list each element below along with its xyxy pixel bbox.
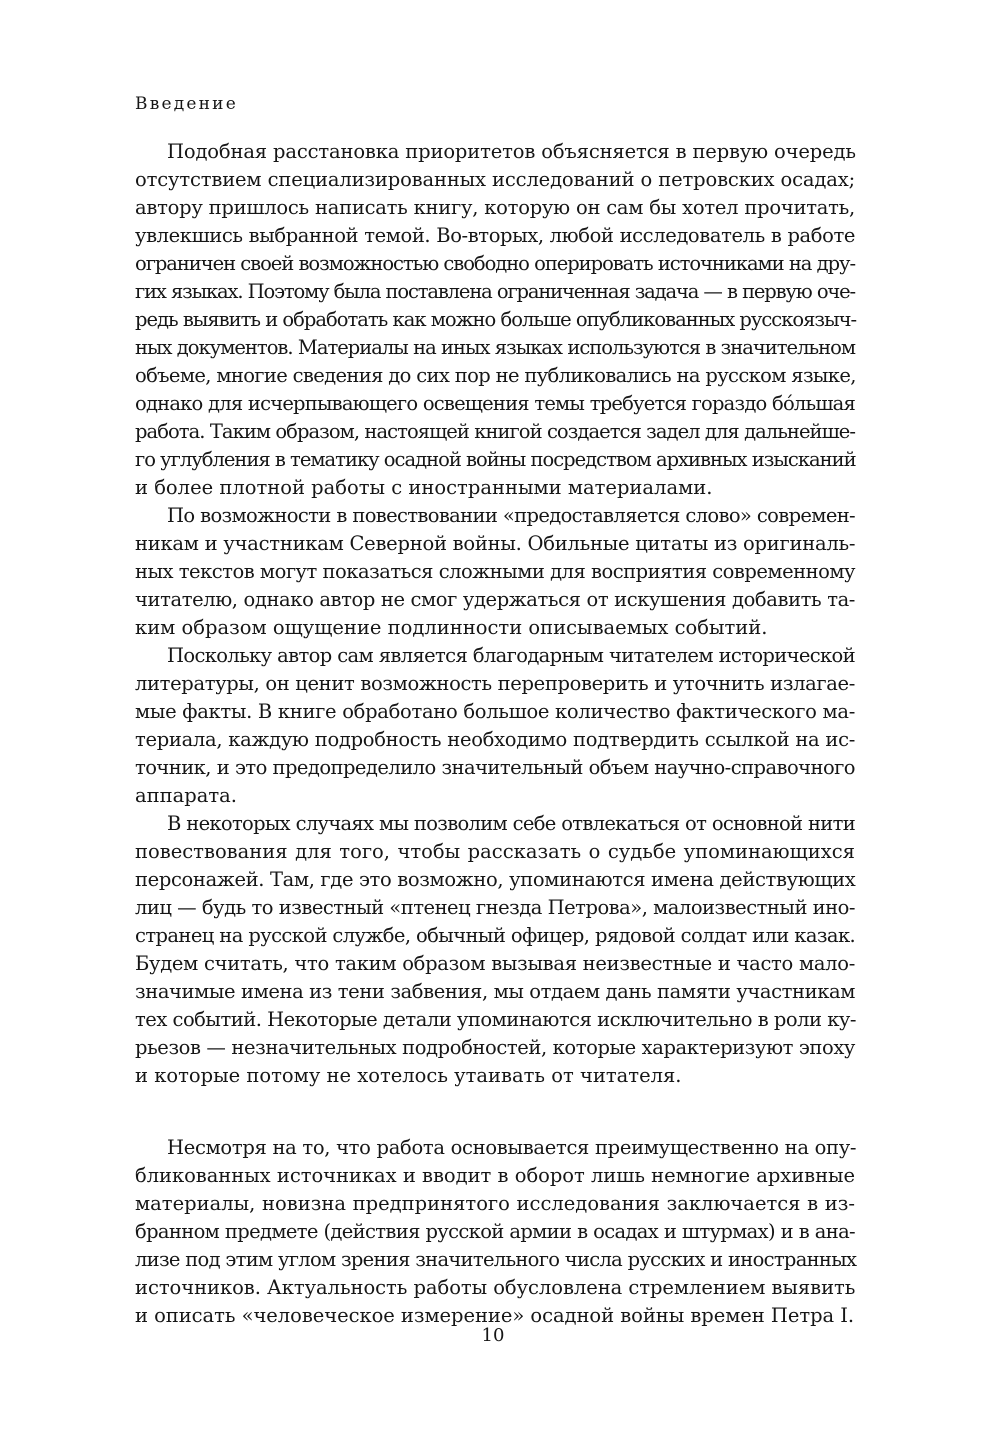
body-text-top — [135, 138, 855, 1090]
paragraph-priorities — [135, 138, 855, 502]
body-text-bottom — [135, 1134, 855, 1330]
text-line: персонажей. Там, где это возможно, упоминаются имена действующих — [135, 868, 856, 891]
text-line: Несмотря на то, что работа основывается преимущественно на опу- — [167, 1136, 857, 1159]
text-line: никам и участникам Северной войны. Обильные цитаты из оригиналь- — [135, 532, 856, 555]
page-number: 10 — [481, 1325, 505, 1346]
running-header: Введение — [135, 94, 238, 114]
text-line: редь выявить и обработать как можно больше опубликованных русскоязыч- — [135, 308, 857, 331]
text-line: аппарата. — [135, 784, 237, 807]
text-line: териала, каждую подробность необходимо подтвердить ссылкой на ис- — [135, 728, 855, 751]
text-line: увлекшись выбранной темой. Во-вторых, любой исследователь в работе — [135, 224, 855, 247]
text-line: тех событий. Некоторые детали упоминаются исключительно в роли ку- — [135, 1008, 856, 1031]
text-line: В некоторых случаях мы позволим себе отвлекаться от основной нити — [167, 812, 855, 835]
text-line: странец на русской службе, обычный офицер, рядовой солдат или казак. — [135, 924, 856, 947]
text-line: Подобная расстановка приоритетов объясняется в первую очередь — [167, 140, 856, 163]
text-line: мые факты. В книге обработано большое количество фактического ма- — [135, 700, 855, 723]
text-line: значимые имена из тени забвения, мы отдаем дань памяти участникам — [135, 980, 855, 1003]
text-line: Поскольку автор сам является благодарным читателем исторической — [167, 644, 855, 667]
paragraph-reference-apparatus — [135, 642, 855, 810]
text-line: ных документов. Материалы на иных языках используются в значительном — [135, 336, 855, 359]
paragraph-personalities — [135, 810, 855, 1090]
text-line: бранном предмете (действия русской армии в осадах и штурмах) и в ана- — [135, 1220, 855, 1243]
text-line: объеме, многие сведения до сих пор не публиковались на русском языке, — [135, 364, 856, 387]
text-line: источников. Актуальность работы обусловлена стремлением выявить — [135, 1276, 856, 1299]
text-line: автору пришлось написать книгу, которую он сам бы хотел прочитать, — [135, 196, 855, 219]
text-line: и которые потому не хотелось утаивать от читателя. — [135, 1064, 682, 1087]
text-line: ким образом ощущение подлинности описываемых событий. — [135, 616, 768, 639]
text-line: го углубления в тематику осадной войны посредством архивных изысканий — [135, 448, 856, 471]
text-line: гих языках. Поэтому была поставлена ограниченная задача — в первую оче- — [135, 280, 855, 303]
text-line: лизе под этим углом зрения значительного числа русских и иностранных — [135, 1248, 857, 1271]
text-line: Будем считать, что таким образом вызывая неизвестные и часто мало- — [135, 952, 855, 975]
text-line: лиц — будь то известный «птенец гнезда Петрова», малоизвестный ино- — [135, 896, 855, 919]
text-line: бликованных источниках и вводит в оборот лишь немногие архивные — [135, 1164, 855, 1187]
text-line: литературы, он ценит возможность перепроверить и уточнить излагае- — [135, 672, 855, 695]
text-line: рьезов — незначительных подробностей, которые характеризуют эпоху — [135, 1036, 855, 1059]
text-line: материалы, новизна предпринятого исследования заключается в из- — [135, 1192, 855, 1215]
text-line: и более плотной работы с иностранными материалами. — [135, 476, 713, 499]
text-line: и описать «человеческое измерение» осадной войны времен Петра I. — [135, 1304, 855, 1327]
text-line: однако для исчерпывающего освещения темы требуется гораздо бо́льшая — [135, 392, 855, 415]
text-line: отсутствием специализированных исследований о петровских осадах; — [135, 168, 855, 191]
text-line: точник, и это предопределило значительный объем научно-справочного — [135, 756, 855, 779]
paragraph-quotes — [135, 502, 855, 642]
text-line: читателю, однако автор не смог удержаться от искушения добавить та- — [135, 588, 855, 611]
text-line: ных текстов могут показаться сложными для восприятия современному — [135, 560, 855, 583]
paragraph-novelty — [135, 1134, 855, 1330]
text-line: По возможности в повествовании «предоставляется слово» современ- — [167, 504, 855, 527]
text-line: повествования для того, чтобы рассказать о судьбе упоминающихся — [135, 840, 855, 863]
text-line: работа. Таким образом, настоящей книгой создается задел для дальнейше- — [135, 420, 855, 443]
text-line: ограничен своей возможностью свободно оперировать источниками на дру- — [135, 252, 855, 275]
